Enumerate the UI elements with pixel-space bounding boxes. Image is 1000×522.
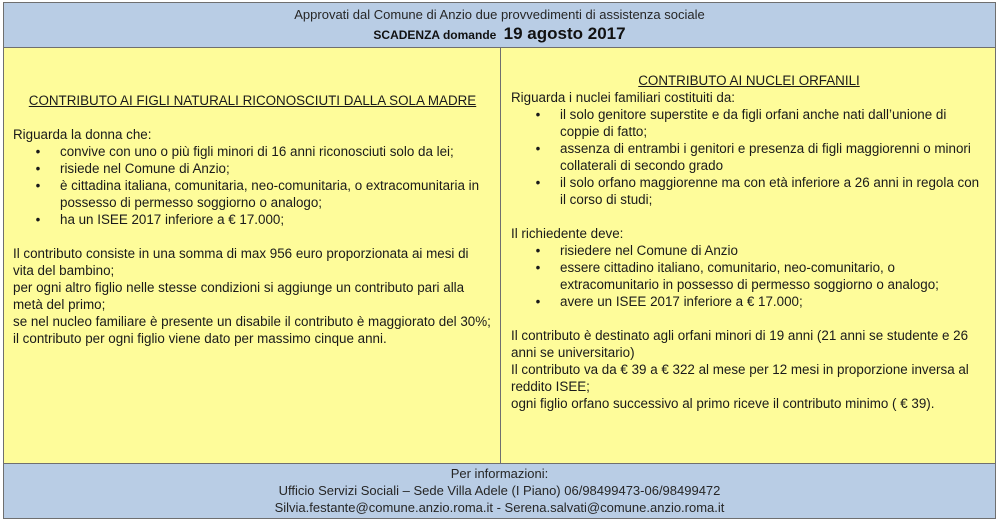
- right-paragraph: ogni figlio orfano successivo al primo riceve il contributo minimo ( € 39).: [511, 396, 935, 411]
- left-paragraph: Il contributo consiste in una somma di max 956 euro proporzionata ai mesi di vita del bambino;: [13, 246, 469, 278]
- header-banner: [4, 3, 995, 48]
- list-item: • convive con uno o più figli minori di 16 anni riconosciuti solo da lei;: [13, 143, 492, 160]
- list-item: • assenza di entrambi i genitori e presenza di figli maggiorenni o minori collaterali di secondo grado: [511, 140, 987, 174]
- deadline-line: [4, 24, 995, 44]
- footer-emails: Silvia.festante@comune.anzio.roma.it - Serena.salvati@comune.anzio.roma.it: [274, 500, 725, 515]
- footer-contacts: [4, 463, 995, 518]
- left-paragraph: se nel nucleo familiare è presente un disabile il contributo è maggiorato del 30%;: [13, 314, 491, 329]
- list-item: • ha un ISEE 2017 inferiore a € 17.000;: [13, 211, 492, 228]
- notice-frame: [3, 2, 996, 519]
- left-paragraph: per ogni altro figlio nelle stesse condizioni si aggiunge un contributo pari alla metà del primo;: [13, 280, 465, 312]
- right-intro: Riguarda i nuclei familiari costituiti da:: [511, 90, 736, 105]
- bullet-icon: •: [535, 294, 541, 309]
- bullet-icon: •: [535, 107, 541, 122]
- list-item: • essere cittadino italiano, comunitario, neo-comunitario, o extracomunitario in possesso di permesso soggiorno o analogo;: [511, 259, 987, 293]
- left-title: CONTRIBUTO AI FIGLI NATURALI RICONOSCIUTI DALLA SOLA MADRE: [28, 93, 477, 108]
- list-item: • il solo orfano maggiorenne ma con età inferiore a 26 anni in regola con il corso di studi;: [511, 174, 987, 208]
- bullet-icon: •: [535, 260, 541, 275]
- right-intro-2: Il richiedente deve:: [511, 226, 624, 241]
- list-item: • è cittadina italiana, comunitaria, neo-comunitaria, o extracomunitaria in possesso di permesso soggiorno o analogo;: [13, 177, 492, 211]
- bullet-icon: •: [35, 161, 41, 176]
- right-title: CONTRIBUTO AI NUCLEI ORFANILI: [638, 73, 860, 88]
- list-item: • avere un ISEE 2017 inferiore a € 17.000;: [511, 293, 987, 310]
- bullet-icon: •: [535, 243, 541, 258]
- right-bullet-list: [511, 106, 987, 208]
- footer-heading: Per informazioni:: [450, 466, 549, 481]
- left-intro: Riguarda la donna che:: [13, 127, 152, 142]
- list-item: • il solo genitore superstite e da figli orfani anche nati dall’unione di coppie di fatto;: [511, 106, 987, 140]
- footer-office: Ufficio Servizi Sociali – Sede Villa Adele (I Piano) 06/98499473-06/98499472: [278, 483, 721, 498]
- deadline-date: 19 agosto 2017: [503, 24, 626, 43]
- left-column: [4, 48, 501, 463]
- left-bullet-list: [13, 143, 492, 228]
- list-item: • risiede nel Comune di Anzio;: [13, 160, 492, 177]
- right-column: [501, 48, 995, 463]
- deadline-label: SCADENZA domande: [373, 28, 497, 42]
- header-subtitle: Approvati dal Comune di Anzio due provvedimenti di assistenza sociale: [294, 7, 705, 22]
- bullet-icon: •: [535, 141, 541, 156]
- bullet-icon: •: [35, 212, 41, 227]
- right-bullet-list-2: [511, 242, 987, 310]
- bullet-icon: •: [535, 175, 541, 190]
- bullet-icon: •: [35, 144, 41, 159]
- list-item: • risiedere nel Comune di Anzio: [511, 242, 987, 259]
- left-paragraph: il contributo per ogni figlio viene dato per massimo cinque anni.: [13, 331, 387, 346]
- bullet-icon: •: [35, 178, 41, 193]
- right-paragraph: Il contributo va da € 39 a € 322 al mese per 12 mesi in proporzione inversa al reddito ISEE;: [511, 362, 969, 394]
- right-paragraph: Il contributo è destinato agli orfani minori di 19 anni (21 anni se studente e 26 anni se universitario): [511, 328, 969, 360]
